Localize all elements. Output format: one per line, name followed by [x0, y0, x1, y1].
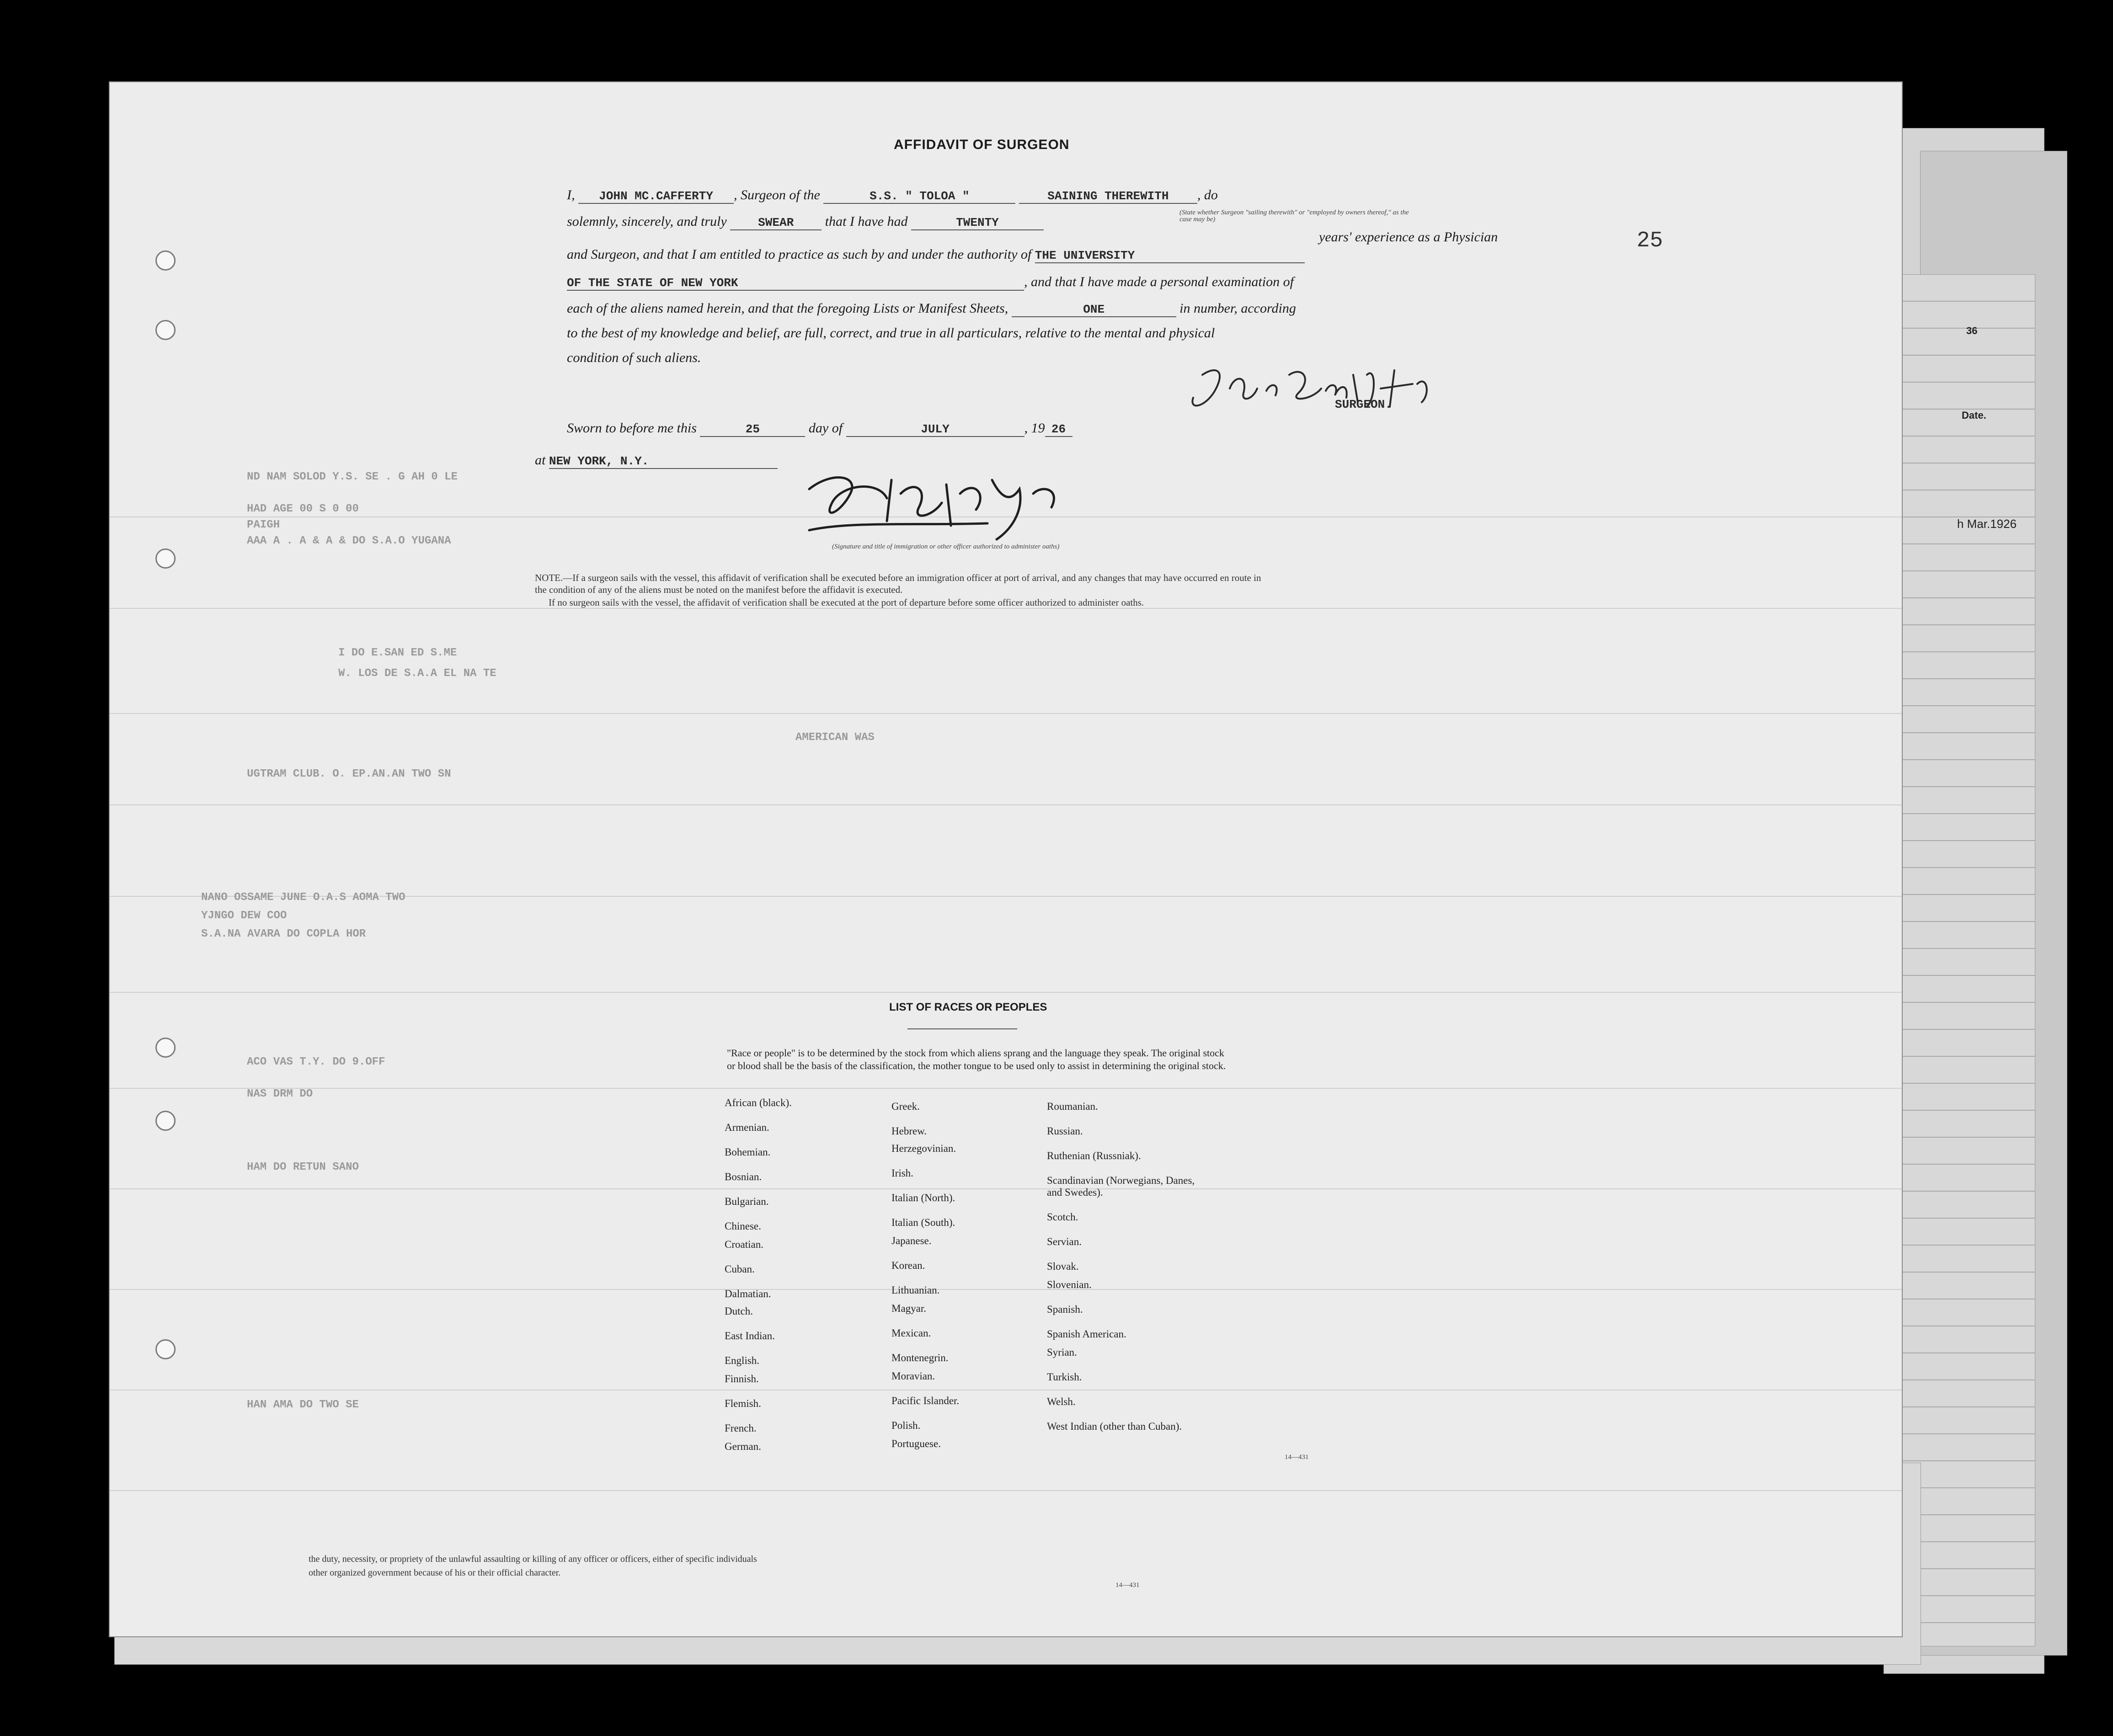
punch-hole [155, 250, 176, 271]
punch-hole [155, 320, 176, 340]
race-item: Lithuanian. [891, 1284, 940, 1296]
race-item: Portuguese. [891, 1438, 941, 1449]
race-item: Chinese. [725, 1220, 761, 1232]
race-item: Servian. [1047, 1236, 1082, 1247]
affidavit-line-6: to the best of my knowledge and belief, are full, correct, and true in all particulars, relative to the mental and physical [567, 325, 1215, 341]
race-item: West Indian (other than Cuban). [1047, 1421, 1182, 1432]
punch-hole [155, 548, 176, 569]
sailing-status: SAINING THEREWITH [1019, 189, 1197, 204]
ghost-row: NANO OSSAME JUNE O.A.S AOMA TWO [201, 891, 406, 904]
race-item: Dutch. [725, 1305, 753, 1317]
race-item: Scandinavian (Norwegians, Danes, and Swedes). [1047, 1175, 1195, 1198]
race-item: Flemish. [725, 1398, 761, 1409]
affidavit-line-1: I, JOHN MC.CAFFERTY , Surgeon of the S.S. " TOLOA " SAINING THEREWITH , do [567, 187, 1218, 203]
sailing-note: (State whether Surgeon "sailing therewith" or "employed by owners thereof," as the case may be) [1179, 209, 1409, 223]
sworn-line: Sworn to before me this 25 day of JULY , 19 26 [567, 421, 1073, 437]
affidavit-line-7: condition of such aliens. [567, 350, 701, 365]
race-item: Armenian. [725, 1122, 769, 1133]
ghost-row: HAM DO RETUN SANO [247, 1161, 359, 1173]
race-item: Bosnian. [725, 1171, 762, 1182]
races-column-3 [1047, 1101, 1211, 1448]
ghost-row: YJNGO DEW COO [201, 910, 287, 922]
years-experience: TWENTY [911, 216, 1044, 230]
vessel-name: S.S. " TOLOA " [823, 189, 1015, 204]
footer-line-2: other organized government because of his or their official character. [309, 1568, 561, 1578]
race-item: Polish. [891, 1420, 921, 1431]
footer-form-code: 14—431 [1115, 1582, 1140, 1589]
race-item: Roumanian. [1047, 1101, 1098, 1112]
race-item: Mexican. [891, 1327, 931, 1339]
affidavit-line-2-end: years' experience as a Physician [1319, 229, 1498, 245]
race-item: Finnish. [725, 1373, 759, 1385]
race-item: Italian (South). [891, 1217, 955, 1228]
race-item: English. [725, 1355, 760, 1366]
race-item: Slovak. [1047, 1261, 1079, 1272]
race-item: Korean. [891, 1260, 925, 1271]
sworn-month: JULY [846, 422, 1024, 437]
punch-hole [155, 1111, 176, 1131]
ghost-row: ND NAM SOLOD Y.S. SE . G AH 0 LE [247, 471, 458, 483]
races-column-1 [725, 1097, 853, 1459]
race-item: Pacific Islander. [891, 1395, 960, 1406]
surgeon-signature [1175, 357, 1467, 421]
race-item: Scotch. [1047, 1211, 1078, 1223]
race-item: Magyar. [891, 1303, 927, 1314]
race-item: German. [725, 1441, 761, 1452]
race-item: Ruthenian (Russniak). [1047, 1150, 1141, 1161]
race-item: Syrian. [1047, 1347, 1077, 1358]
punch-hole [155, 1038, 176, 1058]
race-item: Croatian. [725, 1239, 763, 1250]
sworn-day: 25 [700, 422, 805, 437]
affidavit-title: AFFIDAVIT OF SURGEON [894, 137, 1070, 152]
race-item: Russian. [1047, 1125, 1083, 1137]
ghost-row: UGTRAM CLUB. O. EP.AN.AN TWO SN [247, 768, 451, 780]
race-item: Bohemian. [725, 1146, 771, 1158]
footer-line-1: the duty, necessity, or propriety of the unlawful assaulting or killing of any officer or officers, either of specific individuals [309, 1554, 757, 1564]
race-item: Italian (North). [891, 1192, 955, 1203]
ghost-row: HAD AGE 00 S 0 00 [247, 503, 359, 515]
races-heading: LIST OF RACES OR PEOPLES [889, 1001, 1047, 1013]
ghost-row: AAA A . A & A & DO S.A.O YUGANA [247, 535, 451, 547]
note-line-1: NOTE.—If a surgeon sails with the vessel, this affidavit of verification shall be executed before an immigration officer at port of arrival, and any changes that may have occurred en route in [535, 572, 1261, 583]
punch-hole [155, 1339, 176, 1359]
authority-1: THE UNIVERSITY [1035, 249, 1305, 263]
ghost-row: W. LOS DE S.A.A EL NA TE [338, 667, 496, 680]
officer-signature [795, 462, 1115, 548]
ghost-row: NAS DRM DO [247, 1088, 313, 1100]
race-item: Turkish. [1047, 1371, 1082, 1383]
race-item: Greek. [891, 1101, 920, 1112]
races-intro: "Race or people" is to be determined by the stock from which aliens sprang and the language they speak. The original stock or blood shall be the basis of the classification, the mother tongue to be used only to assist in determining the original stock. [727, 1047, 1226, 1071]
race-item: Slovenian. [1047, 1279, 1092, 1290]
race-item: Japanese. [891, 1235, 932, 1246]
side-sheet-date-entry: h Mar.1926 [1957, 517, 2017, 531]
at-place: NEW YORK, N.Y. [549, 454, 778, 469]
race-item: French. [725, 1422, 757, 1434]
at-line: at NEW YORK, N.Y. [535, 453, 778, 469]
race-item: Dalmatian. [725, 1288, 771, 1299]
affidavit-line-4: OF THE STATE OF NEW YORK , and that I have made a personal examination of [567, 274, 1294, 290]
race-item: African (black). [725, 1097, 792, 1108]
race-item: Spanish American. [1047, 1328, 1126, 1340]
race-item: Montenegrin. [891, 1352, 949, 1363]
note-line-3: If no surgeon sails with the vessel, the affidavit of verification shall be executed at the port of departure before some officer authorized to administer oaths. [549, 597, 1144, 608]
race-item: Hebrew. [891, 1125, 927, 1137]
page-number: 25 [1637, 229, 1663, 253]
affidavit-line-2: solemnly, sincerely, and truly SWEAR that I have had TWENTY [567, 214, 1257, 230]
officer-caption: (Signature and title of immigration or other officer authorized to administer oaths) [832, 543, 1060, 550]
surgeon-name: JOHN MC.CAFFERTY [578, 189, 734, 204]
race-item: Welsh. [1047, 1396, 1076, 1407]
affidavit-line-3: and Surgeon, and that I am entitled to practice as such by and under the authority of THE UNIVERSITY [567, 247, 1305, 263]
surgeon-label: SURGEON. [1335, 398, 1392, 411]
race-item: Irish. [891, 1167, 913, 1179]
ghost-row: S.A.NA AVARA DO COPLA HOR [201, 928, 366, 940]
oath-word: SWEAR [730, 216, 822, 230]
race-item: Cuban. [725, 1263, 755, 1275]
side-sheet-date-label: Date. [1962, 410, 1986, 421]
race-item: Spanish. [1047, 1304, 1083, 1315]
race-item: Herzegovinian. [891, 1143, 956, 1154]
side-sheet-number: 36 [1966, 325, 1978, 336]
ghost-row: AMERICAN WAS [795, 731, 875, 744]
races-heading-rule [907, 1028, 1017, 1029]
affidavit-line-5: each of the aliens named herein, and that the foregoing Lists or Manifest Sheets, ONE in number, according [567, 301, 1296, 316]
ghost-row: HAN AMA DO TWO SE [247, 1399, 359, 1411]
ghost-row: I DO E.SAN ED S.ME [338, 647, 457, 659]
authority-2: OF THE STATE OF NEW YORK [567, 276, 1024, 291]
race-item: Bulgarian. [725, 1196, 769, 1207]
ghost-row: PAIGH [247, 519, 280, 531]
races-form-code: 14—431 [1285, 1454, 1309, 1461]
manifest-page [110, 82, 1902, 1636]
ghost-row: ACO VAS T.Y. DO 9.OFF [247, 1056, 385, 1068]
race-item: East Indian. [725, 1330, 775, 1342]
sheets-count: ONE [1012, 303, 1176, 317]
sworn-year: 26 [1045, 422, 1073, 437]
note-line-2: the condition of any of the aliens must be noted on the manifest before the affidavit is executed. [535, 584, 903, 595]
races-column-2 [891, 1101, 1038, 1456]
race-item: Moravian. [891, 1370, 935, 1382]
